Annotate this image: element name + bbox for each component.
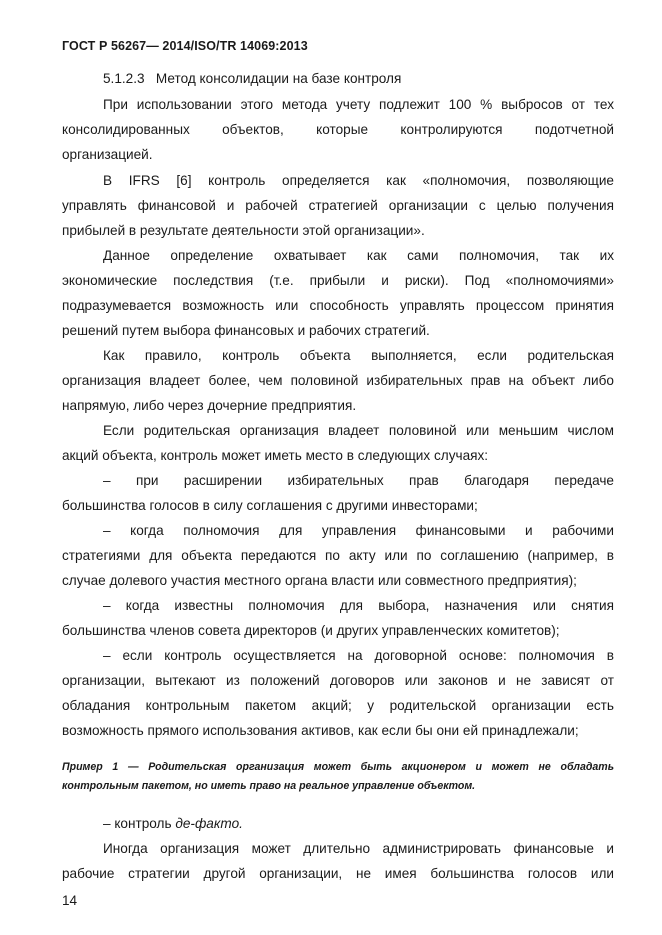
list-item-line: большинства голосов в силу соглашения с другими инвесторами; — [62, 498, 478, 513]
list-item-line: случае долевого участия местного органа власти или совместного предприятия); — [62, 573, 577, 588]
page-number: 14 — [62, 893, 78, 908]
list-item-line: обладания контрольным пакетом акций; у родительской организации есть — [62, 698, 614, 713]
text-line: рабочие стратегии другой организации, не имея большинства голосов или — [62, 866, 614, 881]
text-line: решений путем выбора финансовых и рабочих стратегий. — [62, 323, 430, 338]
text-line: Как правило, контроль объекта выполняется, если родительская — [103, 348, 614, 363]
list-item-line: – когда известны полномочия для выбора, назначения или снятия — [103, 598, 614, 613]
text-line: Иногда организация может длительно администрировать финансовые и — [103, 841, 614, 856]
list-item-prefix: – контроль — [103, 816, 176, 831]
text-line: напрямую, либо через дочерние предприятия. — [62, 398, 357, 413]
text-line: консолидированных объектов, которые контролируются подотчетной — [62, 122, 614, 137]
text-line: организация владеет более, чем половиной избирательных прав на объект либо — [62, 373, 614, 388]
text-line: организацией. — [62, 147, 153, 162]
text-line: Данное определение охватывает как сами полномочия, так их — [103, 248, 614, 263]
list-item-line: большинства членов совета директоров (и других управленческих комитетов); — [62, 623, 560, 638]
text-line: управлять финансовой и рабочей стратегией организации с целью получения — [62, 198, 614, 213]
list-item-line: – при расширении избирательных прав благодаря передаче — [103, 473, 614, 488]
list-item-line: – если контроль осуществляется на договорной основе: полномочия в — [103, 648, 614, 663]
section-number: 5.1.2.3 — [103, 71, 145, 86]
text-line: акций объекта, контроль может иметь место в следующих случаях: — [62, 448, 489, 463]
text-line: экономические последствия (т.е. прибыли и риски). Под «полномочиями» — [62, 273, 614, 288]
example-note-line: контрольным пакетом, но иметь право на реальное управление объектом. — [62, 780, 476, 792]
list-item-line: стратегиями для объекта передаются по акту или по соглашению (например, в — [62, 548, 614, 563]
list-item-line — [103, 815, 614, 833]
text-line: прибылей в результате деятельности этой организации». — [62, 223, 425, 238]
list-item-line: – когда полномочия для управления финансовыми и рабочими — [103, 523, 614, 538]
section-title: Метод консолидации на базе контроля — [155, 71, 402, 86]
list-item-line: организации, вытекают из положений договоров или законов и не зависят от — [62, 673, 614, 688]
emphasis-text: де-факто. — [175, 816, 243, 831]
text-line: подразумевается возможность или способность управлять процессом принятия — [62, 298, 614, 313]
example-note-line: Пример 1 — Родительская организация может быть акционером и может не обладать — [62, 761, 614, 773]
list-item-line: возможность прямого использования активов, как если бы они ей принадлежали; — [62, 723, 579, 738]
document-header: ГОСТ Р 56267— 2014/ISO/TR 14069:2013 — [62, 39, 308, 53]
section-heading — [103, 70, 614, 88]
text-line: В IFRS [6] контроль определяется как «полномочия, позволяющие — [103, 173, 614, 188]
text-line: При использовании этого метода учету подлежит 100 % выбросов от тех — [103, 97, 614, 112]
text-line: Если родительская организация владеет половиной или меньшим числом — [103, 423, 614, 438]
